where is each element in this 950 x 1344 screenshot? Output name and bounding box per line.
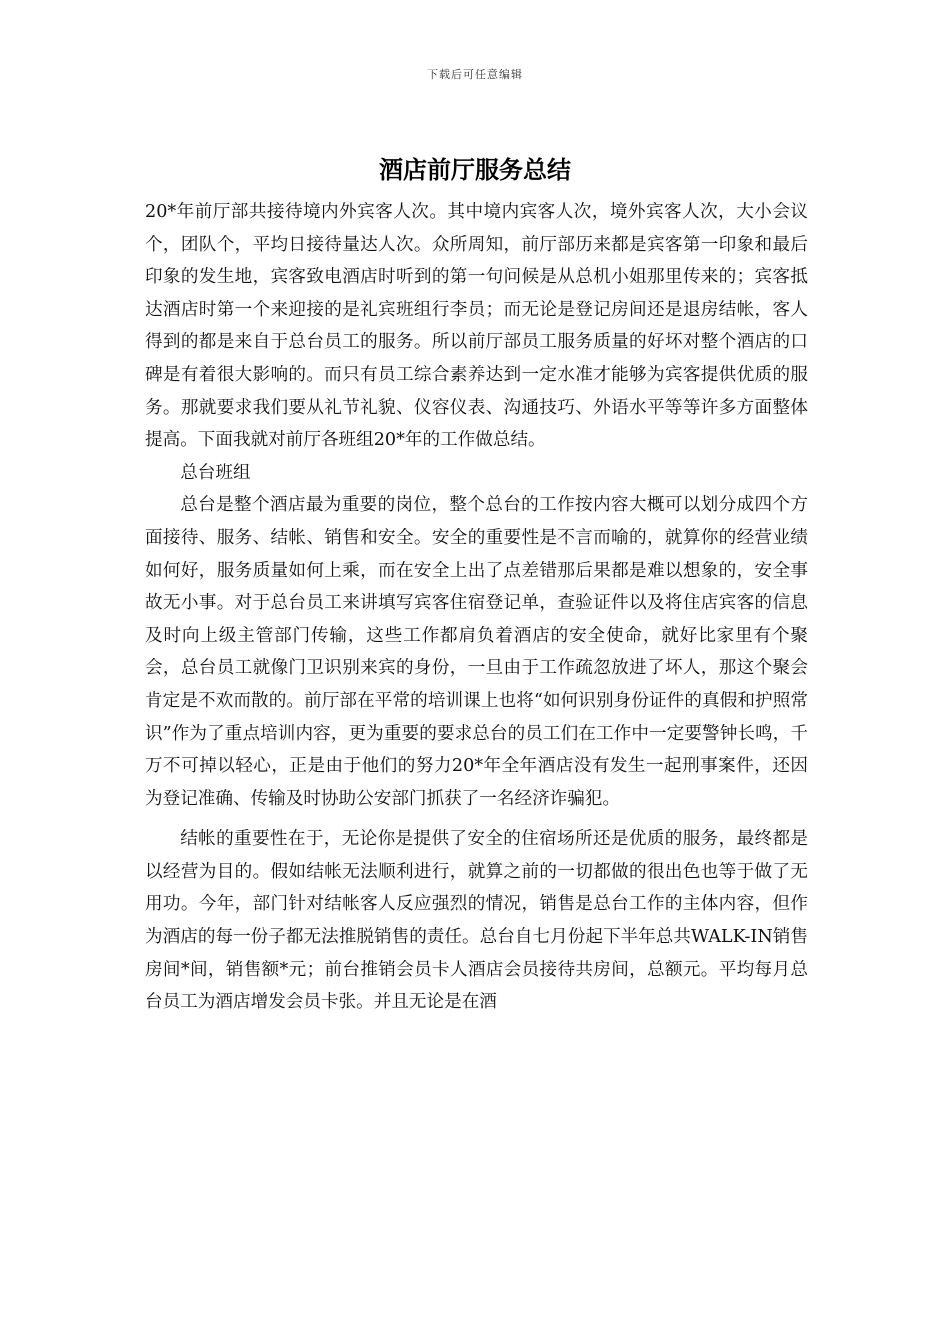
paragraph-checkout: 结帐的重要性在于，无论你是提供了安全的住宿场所还是优质的服务，最终都是以经营为目的。假如结帐无法顺利进行，就算之前的一切都做的很出色也等于做了无用功。今年，部门针对结帐客人反应强烈的情况，销售是总台工作的主体内容，但作为酒店的每一份子都无法推脱销售的责任。总台自七月份起下半年总共WALK-IN销售房间*间，销售额*元；前台推销会员卡人酒店会员接待共房间，总额元。平均每月总台员工为酒店增发会员卡张。并且无论是在酒 [145,829,808,1013]
paragraph-front-desk: 总台是整个酒店最为重要的岗位，整个总台的工作按内容大概可以划分成四个方面接待、服务、结帐、销售和安全。安全的重要性是不言而喻的，就算你的经营业绩如何好，服务质量如何上乘，而在安全上出了点差错那后果都是难以想象的，安全事故无小事。对于总台员工来讲填写宾客住宿登记单，查验证件以及将住店宾客的信息及时向上级主管部门传输，这些工作都肩负着酒店的安全使命，就好比家里有个聚会，总台员工就像门卫识别来宾的身份，一旦由于工作疏忽放进了坏人，那这个聚会肯定是不欢而散的。前厅部在平常的培训课上也将“如何识别身份证件的真假和护照常识”作为了重点培训内容，更为重要的要求总台的员工们在工作中一定要警钟长鸣，千万不可掉以轻心，正是由于他们的努力20*年全年酒店没有发生一起刑事案件，还因为登记准确、传输及时协助公安部门抓获了一名经济诈骗犯。 [145,495,808,809]
document-title: 酒店前厅服务总结 [379,155,571,184]
paragraph-intro: 20*年前厅部共接待境内外宾客人次。其中境内宾客人次，境外宾客人次，大小会议个，团队个，平均日接待量达人次。众所周知，前厅部历来都是宾客第一印象和最后印象的发生地，宾客致电酒店时听到的第一句问候是从总机小姐那里传来的；宾客抵达酒店时第一个来迎接的是礼宾班组行李员；而无论是登记房间还是退房结帐，客人得到的都是来自于总台员工的服务。所以前厅部员工服务质量的好坏对整个酒店的口碑是有着很大影响的。而只有员工综合素养达到一定水准才能够为宾客提供优质的服务。那就要求我们要从礼节礼貌、仪容仪表、沟通技巧、外语水平等等许多方面整体提高。下面我就对前厅各班组20*年的工作做总结。 [145,202,808,451]
header-note: 下载后可任意编辑 [427,68,523,81]
section-heading-front-desk: 总台班组 [180,462,251,483]
document-body [145,196,808,1019]
